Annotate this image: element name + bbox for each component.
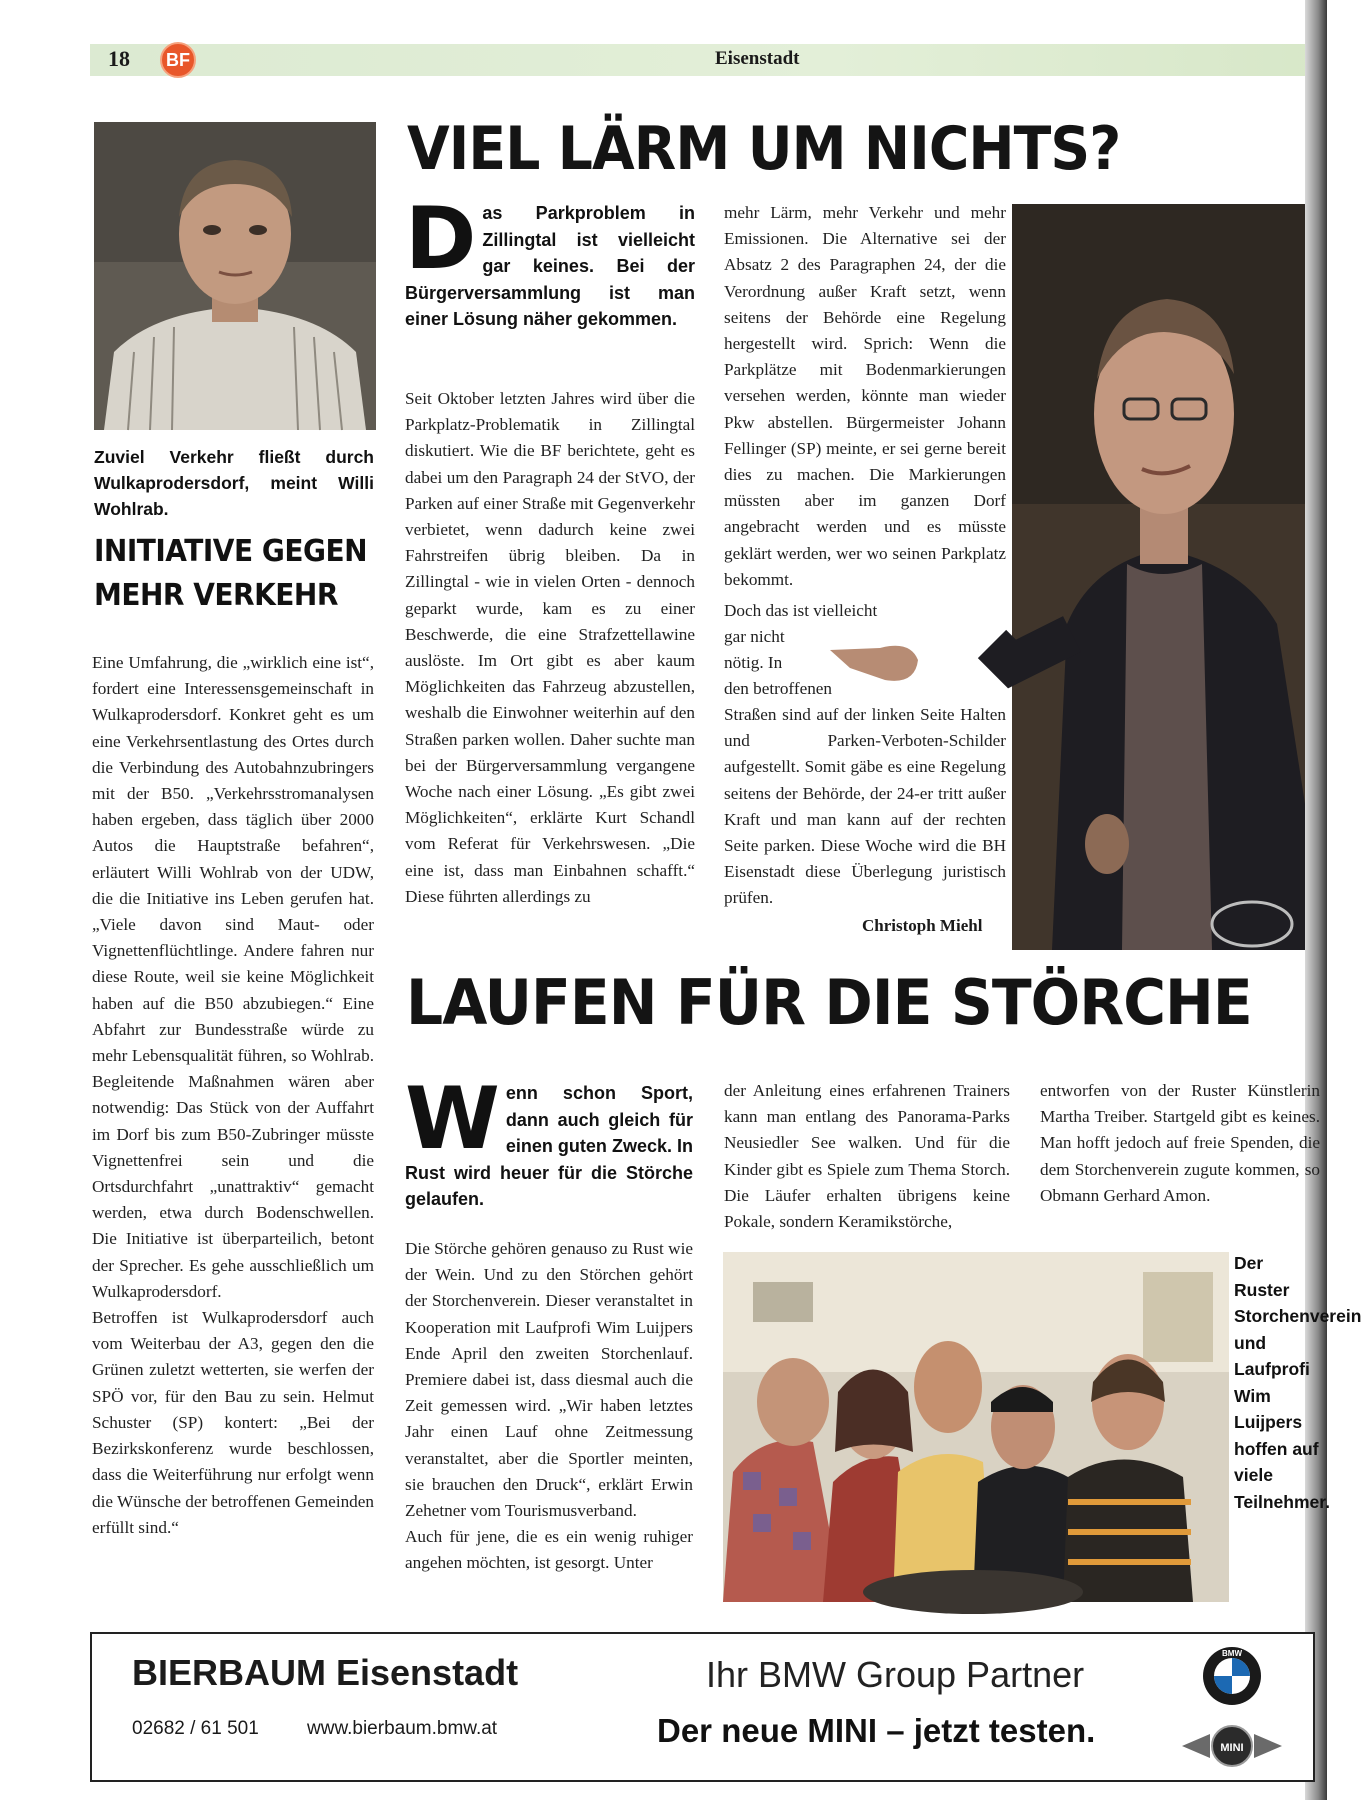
article2-lead: [405, 1069, 693, 1213]
article1-lead: [405, 189, 695, 333]
sidebar-body: [92, 650, 374, 1541]
portrait-caption: Zuviel Verkehr fließt durch Wulkaprodersdorf, meint Willi Wohlrab.: [94, 447, 374, 519]
page-header-bar: [90, 44, 1327, 76]
page-edge-shadow: [1305, 0, 1327, 1800]
bf-logo: BF: [160, 42, 196, 78]
group-photo-caption: Der Ruster Storchenverein und Laufprofi Wim Luijpers hoffen auf viele Teilnehmer.: [1234, 1253, 1361, 1512]
article1-col2-indent2: gar nicht: [724, 627, 785, 646]
article1-col2: mehr Lärm, mehr Verkehr und mehr Emissionen. Die Alternative sei der Absatz 2 des Paragraphen 24, der die Verordnung außer Kraft setzt, wenn seitens der Behörde eine Regelung hergestellt wird. Sprich: Wenn die Parkplätze mit Bodenmarkierungen versehen werden, könnte man wieder Pkw abstellen. Bürgermeister Johann Fellinger (SP) meinte, er sei gerne bereit dies zu machen. Die Markierungen müssten aber im ganzen Dorf angebracht werden und es müsste geklärt werden, wer wo seinen Parkplatz bekommt.: [724, 203, 1006, 589]
article1-lead-text: as Parkproblem in Zillingtal ist vielleicht gar keines. Bei der Bürgerversammlung ist man einer Lösung näher gekommen.: [405, 203, 695, 329]
group-photo: [723, 1252, 1229, 1602]
bmw-logo-text: BMW: [1222, 1649, 1242, 1658]
speaker-photo: [1012, 204, 1305, 950]
ad-dealer-name: BIERBAUM Eisenstadt: [132, 1652, 519, 1693]
article2-lead-text: enn schon Sport, dann auch gleich für einen guten Zweck. In Rust wird heuer für die Störche gelaufen.: [405, 1083, 693, 1209]
sidebar-subhead-line2: MEHR VERKEHR: [94, 576, 338, 613]
portrait-photo: [94, 122, 376, 430]
sidebar-paragraph-2: Betroffen ist Wulkaprodersdorf auch vom Weiterbau der A3, gegen den die Grünen zuletzt wetterten, sie werfen der SPÖ vor, für den Bau zu sein. Helmut Schuster (SP) kontert: „Bei der Bezirkskonferenz wurde beschlossen, dass die Weiterführung nur erfolgt wenn die Wünsche der betroffenen Gemeinden erfüllt sind.“: [92, 1308, 374, 1537]
mini-logo-icon: [1182, 1724, 1282, 1768]
article1-headline: VIEL LÄRM UM NICHTS?: [407, 114, 1121, 184]
bierbaum-advertisement[interactable]: [90, 1632, 1315, 1782]
article2-headline: LAUFEN FÜR DIE STÖRCHE: [406, 966, 1252, 1039]
article2-col1: [405, 1236, 693, 1577]
article1-col2-indent4: den betroffenen: [724, 679, 833, 698]
sidebar-subhead-line1: INITIATIVE GEGEN: [94, 532, 367, 569]
article1-col2-indent3: nötig. In: [724, 653, 783, 672]
article1-byline: Christoph Miehl: [862, 916, 983, 935]
page-number: 18: [108, 46, 130, 71]
ad-website-link[interactable]: www.bierbaum.bmw.at: [307, 1718, 498, 1739]
article2-col1-paragraph-2: Auch für jene, die es ein wenig ruhiger angehen möchten, ist gesorgt. Unter: [405, 1527, 693, 1573]
article2-col3: entworfen von der Ruster Künstlerin Martha Treiber. Startgeld gibt es keines. Man hofft jedoch auf freie Spenden, die dem Storchenverein zugute kommen, so Obmann Gerhard Amon.: [1040, 1081, 1320, 1205]
section-title: Eisenstadt: [715, 48, 800, 69]
article2-col2: der Anleitung eines erfahrenen Trainers kann man entlang des Panorama-Parks Neusiedler See walken. Und für die Kinder gibt es Spiele zum Thema Storch. Die Läufer erhalten übrigens keine Pokale, sondern Keramikstörche,: [724, 1081, 1010, 1232]
ad-phone-number: 02682 / 61 501: [132, 1718, 259, 1739]
mini-logo-text: MINI: [1220, 1742, 1244, 1754]
ad-mini-slogan: Der neue MINI – jetzt testen.: [657, 1712, 1096, 1749]
sidebar-paragraph-1: Eine Umfahrung, die „wirklich eine ist“, fordert eine Interessensgemeinschaft in Wulkaprodersdorf. Konkret geht es um eine Verkehrsentlastung des Ortes durch die Verbindung des Autobahnzubringers mit der B50. „Verkehrsstromanalysen haben ergeben, dass täglich über 2000 Autos die Hauptstraße befahren“, erläutert Willi Wohlrab von der UDW, die die Initiative ins Leben gerufen hat. „Viele davon sind Maut- oder Vignettenflüchtlinge. Andere fahren nur diese Route, weil sie keine Möglichkeit haben auf die B50 abzubiegen.“ Eine Abfahrt zur Bundesstraße würde zu mehr Lebensqualität führen, so Wohlrab. Begleitende Maßnahmen wären aber notwendig: Das Stück von der Auffahrt im Dorf bis zum B50-Zubringer müsste Vignettenfrei sein und die Ortsdurchfahrt „unattraktiv“ gemacht werden, etwa durch Bodenschwellen. Die Initiative ist überparteilich, betont der Sprecher. Es gehe ausschließlich um Wulkaprodersdorf.: [92, 653, 374, 1301]
article2-col1-paragraph-1: Die Störche gehören genauso zu Rust wie der Wein. Und zu den Störchen gehört der Storchenverein. Dieser veranstaltet in Kooperation mit Laufprofi Wim Luijpers Ende April den zweiten Storchenlauf. Premiere dabei ist, dass diesmal auch die Zeit gemessen wird. „Wir haben letztes Jahr einen Lauf ohne Zeitmessung veranstaltet, aber die Sportler meinten, sie brauchen den Druck“, erklärt Erwin Zehetner vom Tourismusverband.: [405, 1239, 693, 1521]
article2-dropcap: W: [405, 1069, 500, 1169]
article1-dropcap: D: [405, 189, 477, 289]
bmw-logo-icon: [1202, 1646, 1262, 1706]
pointing-hand: [830, 630, 920, 690]
article1-col2-indent1: Doch das ist vielleicht: [724, 601, 878, 620]
ad-partner-text: Ihr BMW Group Partner: [706, 1654, 1085, 1695]
article1-col1: Seit Oktober letzten Jahres wird über die Parkplatz-Problematik in Zillingtal diskutiert. Wie die BF berichtete, geht es dabei um den Paragraph 24 der StVO, der Parken auf einer Straße mit Gegenverkehr verbietet, wenn dadurch keine zwei Fahrstreifen übrig bleiben. Da in Zillingtal - wie in vielen Orten - dennoch geparkt wurde, kam es zu einer Beschwerde, die eine Strafzettellawine auslöste. Im Ort gibt es aber kaum Möglichkeiten das Fahrzeug abzustellen, weshalb die Einwohner weiterhin auf den Straßen parken wollen. Daher suchte man bei der Bürgerversammlung vergangene Woche nach einer Lösung. „Es gibt zwei Möglichkeiten“, erklärte Kurt Schandl vom Referat für Verkehrswesen. „Die eine ist, dass man Einbahnen schafft.“ Diese führten allerdings zu: [405, 389, 695, 906]
article1-col2-rest: Straßen sind auf der linken Seite Halten und Parken-Verboten-Schilder aufgestellt. Somit gäbe es eine Regelung seitens der Behörde, der 24-er tritt außer Kraft und man kann auf der rechten Seite parken. Diese Woche wird die BH Eisenstadt diese Überlegung juristisch prüfen.: [724, 705, 1006, 908]
